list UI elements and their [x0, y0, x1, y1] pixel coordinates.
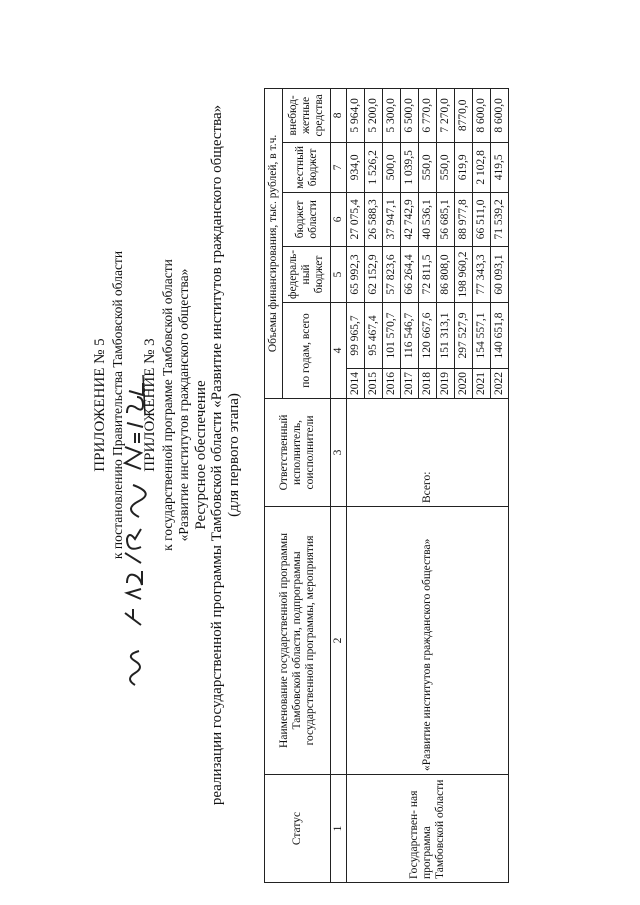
total-cell: 99 965,7: [347, 303, 365, 369]
federal-cell: 62 152,9: [365, 246, 383, 302]
program-line: к государственной программе Тамбовской области: [160, 259, 175, 551]
header-executor: Ответственный исполнитель, соисполнители: [265, 399, 331, 507]
year-cell: 2021: [473, 369, 491, 399]
header-by-years: по годам, всего: [283, 303, 331, 399]
header-local: местный бюджет: [283, 142, 331, 192]
federal-cell: 60 093,1: [491, 246, 509, 302]
appendix-5-title: ПРИЛОЖЕНИЕ № 5: [92, 338, 108, 472]
year-cell: 2014: [347, 369, 365, 399]
executor-cell: Всего:: [347, 399, 509, 507]
resource-table: [264, 88, 509, 883]
extra-cell: 5 964,0: [347, 88, 365, 142]
extra-cell: 6 770,0: [419, 88, 437, 142]
local-cell: 550,0: [437, 142, 455, 192]
total-cell: 120 667,6: [419, 303, 437, 369]
program-cell: «Развитие институтов гражданского общества»: [347, 507, 509, 775]
regional-cell: 88 977,8: [455, 192, 473, 246]
year-cell: 2019: [437, 369, 455, 399]
regional-cell: 42 742,9: [401, 192, 419, 246]
extra-cell: 8 600,0: [491, 88, 509, 142]
total-cell: 297 527,9: [455, 303, 473, 369]
regional-cell: 56 685,1: [437, 192, 455, 246]
local-cell: 1 526,2: [365, 142, 383, 192]
col-num: 3: [331, 399, 347, 507]
col-num: 2: [331, 507, 347, 775]
federal-cell: 66 264,4: [401, 246, 419, 302]
doc-title-line1: Ресурсное обеспечение: [193, 380, 209, 530]
col-num: 1: [331, 775, 347, 883]
year-cell: 2018: [419, 369, 437, 399]
local-cell: 2 102,8: [473, 142, 491, 192]
header-volumes: Объемы финансирования, тыс. рублей, в т.ч.: [265, 88, 283, 398]
regional-cell: 40 536,1: [419, 192, 437, 246]
col-num: 5: [331, 246, 347, 302]
regional-cell: 71 539,2: [491, 192, 509, 246]
header-name: Наименование государственной программы Тамбовской области, подпрограммы государственной программы, мероприятия: [265, 507, 331, 775]
year-cell: 2016: [383, 369, 401, 399]
year-cell: 2020: [455, 369, 473, 399]
year-cell: 2015: [365, 369, 383, 399]
local-cell: 619,9: [455, 142, 473, 192]
extra-cell: 5 300,0: [383, 88, 401, 142]
local-cell: 1 039,5: [401, 142, 419, 192]
col-num: 7: [331, 142, 347, 192]
doc-title-line2: реализации государственной программы Тамбовской области «Развитие институтов гражданского общества»: [209, 104, 225, 806]
resolution-line: к постановлению Правительства Тамбовской области: [110, 250, 125, 560]
status-cell: Государствен- ная программа Тамбовской области: [347, 775, 509, 883]
local-cell: 934,0: [347, 142, 365, 192]
federal-cell: 198 960,2: [455, 246, 473, 302]
federal-cell: 72 811,5: [419, 246, 437, 302]
total-cell: 154 557,1: [473, 303, 491, 369]
program-name: «Развитие институтов гражданского общества»: [176, 268, 191, 542]
column-number-row: [331, 88, 347, 882]
year-cell: 2017: [401, 369, 419, 399]
federal-cell: 86 808,0: [437, 246, 455, 302]
federal-cell: 65 992,3: [347, 246, 365, 302]
extra-cell: 7 270,0: [437, 88, 455, 142]
col-num: 6: [331, 192, 347, 246]
total-cell: 101 570,7: [383, 303, 401, 369]
total-cell: 95 467,4: [365, 303, 383, 369]
header-regional: бюджет области: [283, 192, 331, 246]
regional-cell: 37 947,1: [383, 192, 401, 246]
doc-title-line3: (для первого этапа): [226, 393, 242, 517]
extra-cell: 8770,0: [455, 88, 473, 142]
header-extra: внебюд- жетные средства: [283, 88, 331, 142]
extra-cell: 5 200,0: [365, 88, 383, 142]
appendix-3-title: ПРИЛОЖЕНИЕ № 3: [142, 338, 158, 472]
federal-cell: 57 823,6: [383, 246, 401, 302]
total-cell: 116 546,7: [401, 303, 419, 369]
total-cell: 140 651,8: [491, 303, 509, 369]
regional-cell: 27 075,4: [347, 192, 365, 246]
regional-cell: 26 588,3: [365, 192, 383, 246]
col-num: 4: [331, 303, 347, 399]
regional-cell: 66 511,0: [473, 192, 491, 246]
local-cell: 500,0: [383, 142, 401, 192]
federal-cell: 77 343,3: [473, 246, 491, 302]
year-cell: 2022: [491, 369, 509, 399]
table-row: [347, 88, 365, 882]
col-num: 8: [331, 88, 347, 142]
local-cell: 550,0: [419, 142, 437, 192]
total-cell: 151 313,1: [437, 303, 455, 369]
extra-cell: 8 600,0: [473, 88, 491, 142]
local-cell: 419,5: [491, 142, 509, 192]
header-federal: федераль- ный бюджет: [283, 246, 331, 302]
extra-cell: 6 500,0: [401, 88, 419, 142]
header-status: Статус: [265, 775, 331, 883]
